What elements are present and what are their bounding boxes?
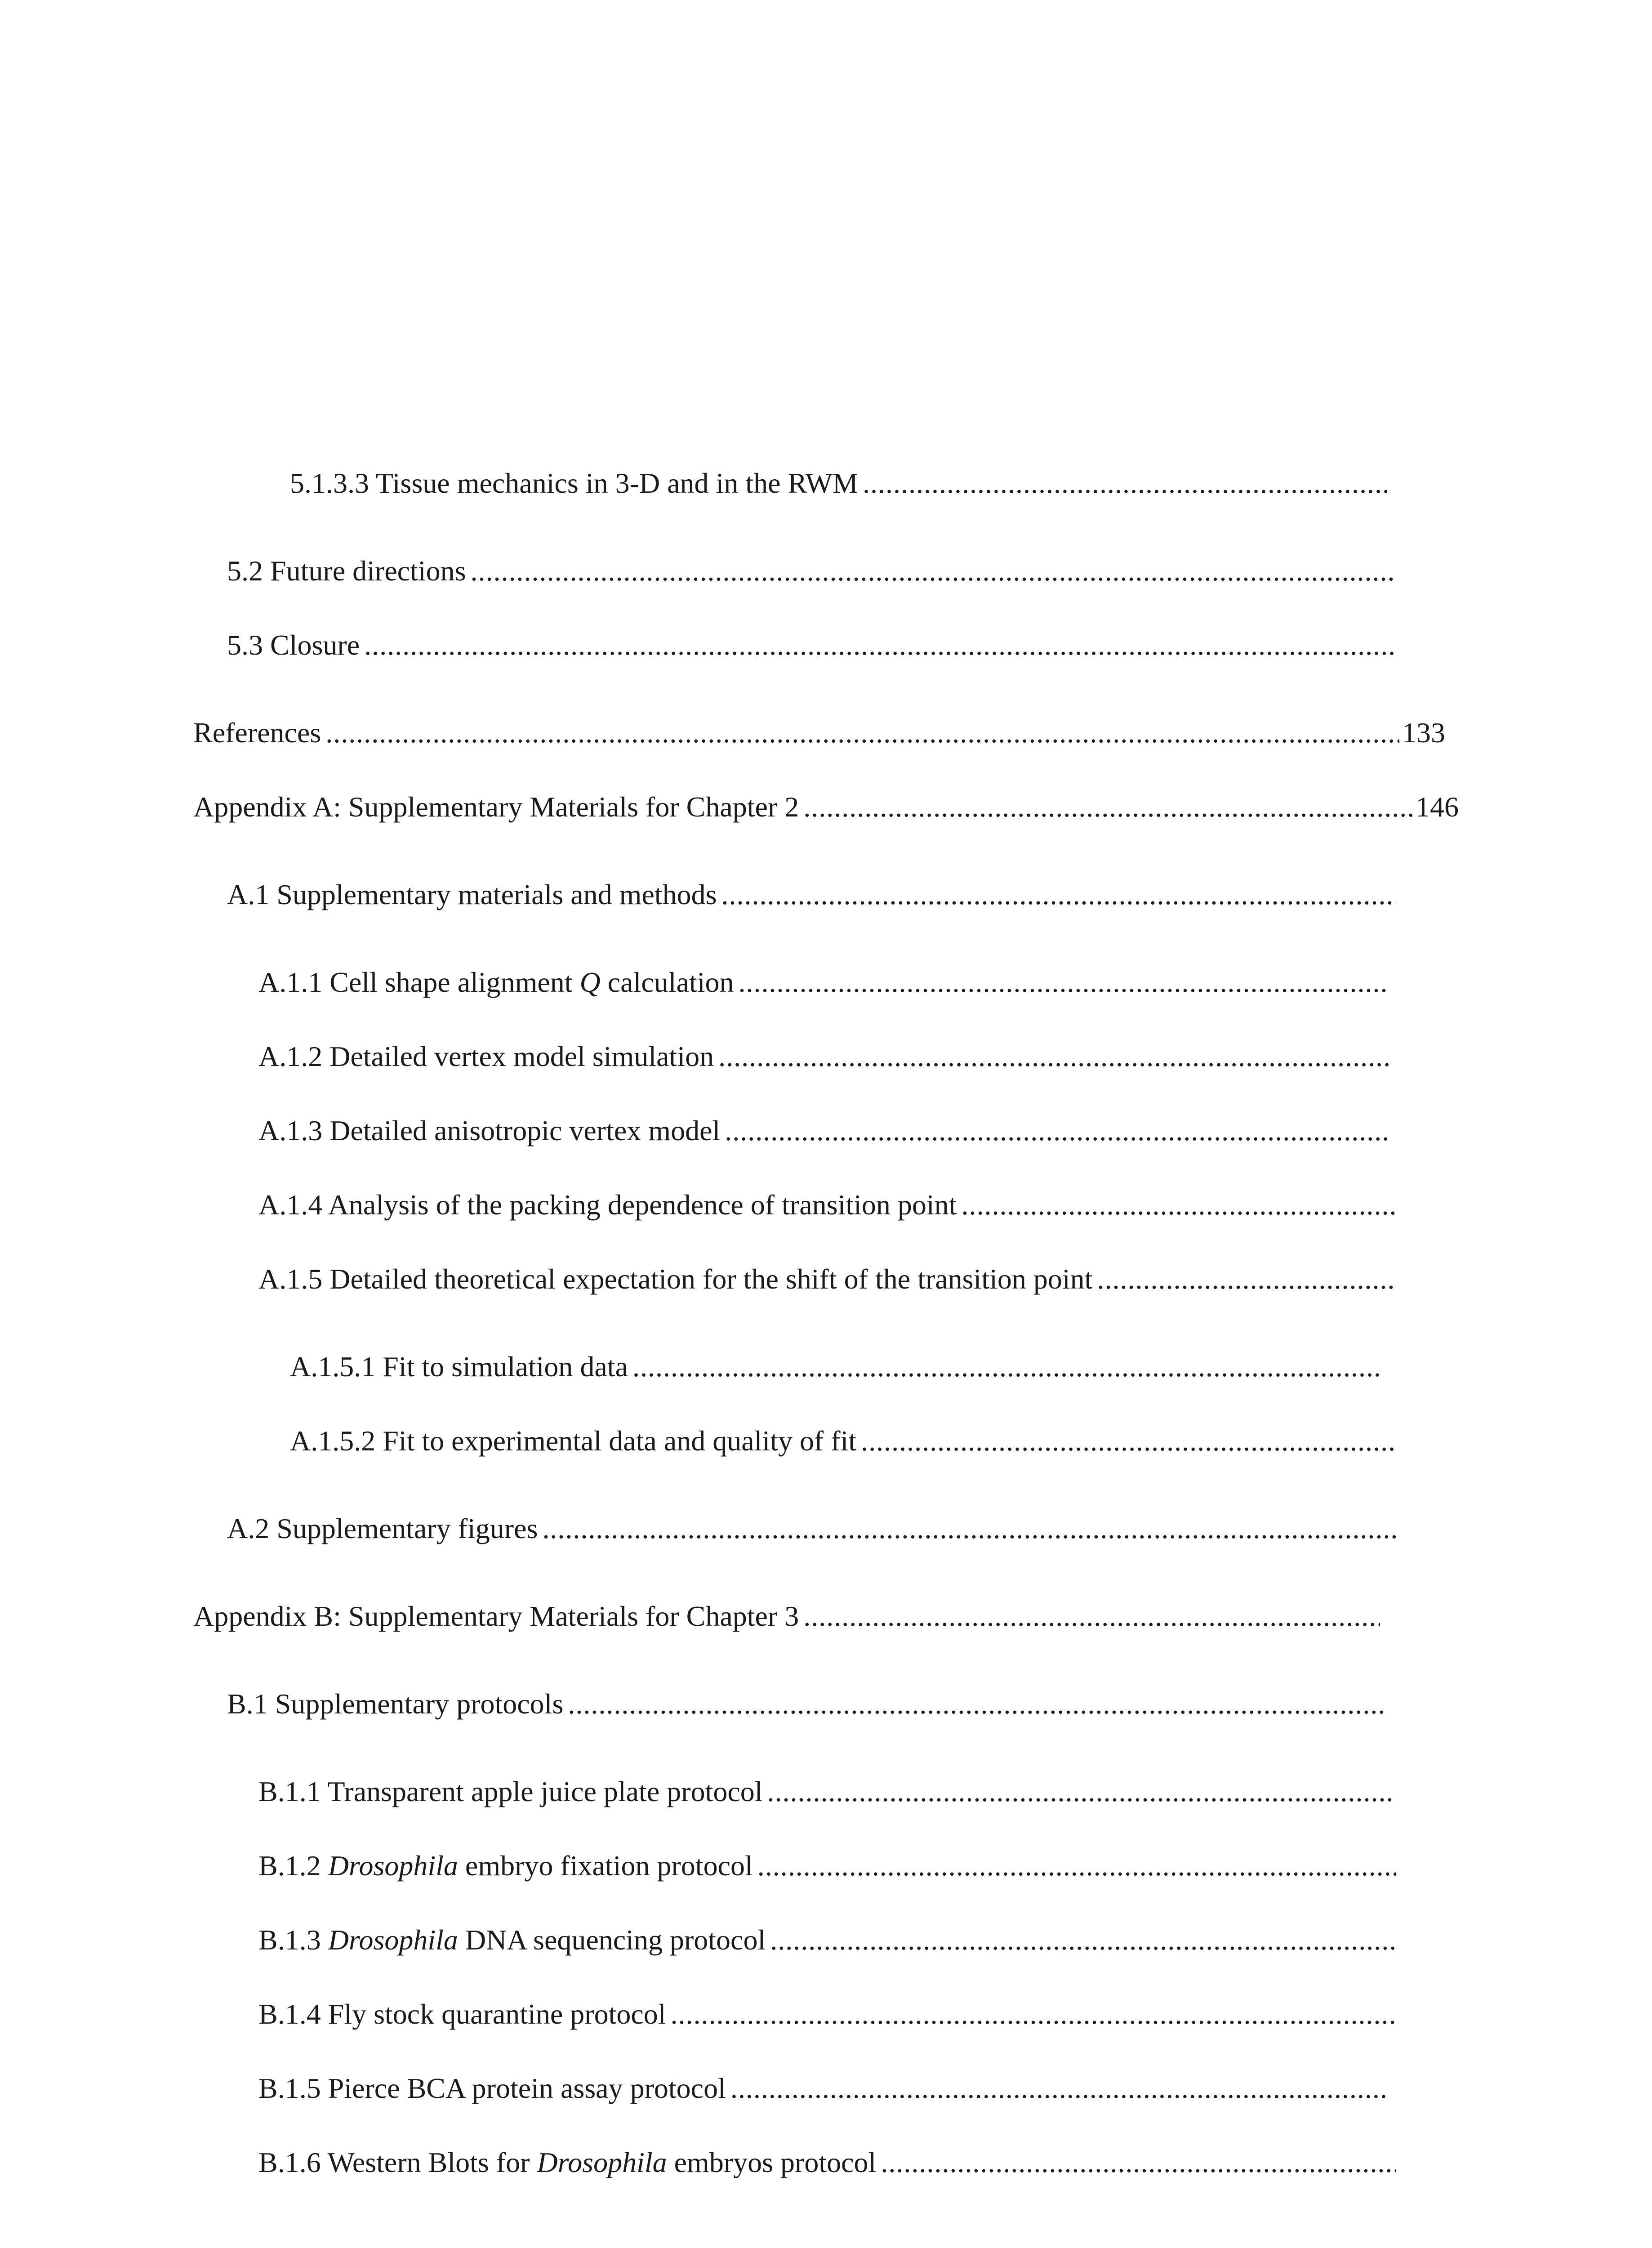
dot-leader bbox=[725, 1111, 1389, 1151]
toc-entry-title-text: A.1 Supplementary materials and methods bbox=[227, 879, 717, 910]
dot-leader bbox=[961, 1185, 1396, 1225]
dot-leader bbox=[632, 1347, 1380, 1387]
toc-entry-title bbox=[258, 1185, 957, 1225]
toc-entry-title-text: B.1.1 Transparent apple juice plate protocol bbox=[258, 1775, 763, 1807]
toc-entry-b-1-2[interactable] bbox=[258, 1846, 1396, 1886]
dot-leader bbox=[1097, 1259, 1396, 1299]
toc-entry-5-1-3-3[interactable] bbox=[290, 463, 1387, 504]
toc-entry-page: 146 bbox=[1416, 791, 1459, 823]
toc-entry-title-text: A.1.2 Detailed vertex model simulation bbox=[258, 1040, 714, 1072]
dot-leader bbox=[770, 1920, 1396, 1960]
toc-entry-title-text: A.1.5.2 Fit to experimental data and quality of fit bbox=[290, 1425, 857, 1457]
dot-leader bbox=[671, 1994, 1396, 2034]
dot-leader bbox=[325, 713, 1399, 753]
toc-entry-title-text: A.1.5.1 Fit to simulation data bbox=[290, 1351, 628, 1383]
toc-entry-title-text: DNA sequencing protocol bbox=[458, 1924, 766, 1956]
toc-entry-title-text: B.1.3 bbox=[258, 1924, 328, 1956]
toc-entry-title-text: B.1.6 Western Blots for bbox=[258, 2146, 537, 2178]
dot-leader bbox=[470, 551, 1396, 591]
toc-entry-5-2[interactable] bbox=[227, 551, 1396, 591]
dot-leader bbox=[861, 1421, 1396, 1461]
toc-entry-a-1-4[interactable] bbox=[258, 1185, 1396, 1225]
toc-entry-b-1-3[interactable] bbox=[258, 1920, 1396, 1960]
toc-entry-title-text: References bbox=[193, 717, 321, 749]
toc-entry-appendix-b[interactable] bbox=[193, 1596, 1380, 1637]
toc-entry-title-italic: Drosophila bbox=[328, 1850, 458, 1882]
toc-entry-title bbox=[258, 2142, 876, 2183]
dot-leader bbox=[757, 1846, 1396, 1886]
toc-entry-title bbox=[258, 1994, 666, 2034]
dot-leader bbox=[568, 1684, 1387, 1724]
dot-leader bbox=[863, 463, 1387, 504]
toc-entry-title bbox=[258, 1846, 753, 1886]
toc-entry-title-text: B.1.2 bbox=[258, 1850, 328, 1882]
dot-leader bbox=[730, 2068, 1389, 2109]
toc-entry-5-3[interactable] bbox=[227, 625, 1396, 665]
toc-entry-appendix-a[interactable] bbox=[193, 787, 1459, 827]
toc-entry-title bbox=[258, 1920, 766, 1960]
toc-entry-title-text: B.1.5 Pierce BCA protein assay protocol bbox=[258, 2072, 726, 2104]
toc-entry-title bbox=[227, 874, 717, 915]
toc-entry-a-1-1[interactable] bbox=[258, 962, 1389, 1003]
toc-entry-title bbox=[258, 1259, 1092, 1299]
dot-leader bbox=[881, 2142, 1396, 2183]
toc-entry-title bbox=[193, 1596, 799, 1637]
toc-entry-title bbox=[258, 1036, 714, 1077]
toc-entry-a-1-5-1[interactable] bbox=[290, 1347, 1380, 1387]
toc-entry-title-text: 5.1.3.3 Tissue mechanics in 3-D and in the RWM bbox=[290, 467, 858, 499]
toc-entry-title-text: 5.3 Closure bbox=[227, 629, 360, 661]
toc-entry-b-1[interactable] bbox=[227, 1684, 1387, 1724]
toc-entry-title bbox=[258, 2068, 726, 2109]
toc-entry-title bbox=[227, 1684, 563, 1724]
toc-entry-title-italic: Q bbox=[579, 966, 601, 998]
toc-entry-title-text: Appendix A: Supplementary Materials for Chapter 2 bbox=[193, 791, 799, 823]
toc-entry-title-text: 5.2 Future directions bbox=[227, 555, 466, 587]
toc-entry-title bbox=[227, 625, 360, 665]
toc-entry-b-1-4[interactable] bbox=[258, 1994, 1396, 2034]
toc-entry-title-italic: Drosophila bbox=[328, 1924, 458, 1956]
toc-entry-title-text: B.1.4 Fly stock quarantine protocol bbox=[258, 1998, 666, 2030]
toc-entry-title bbox=[227, 551, 466, 591]
toc-entry-a-1-3[interactable] bbox=[258, 1111, 1389, 1151]
toc-entry-b-1-6[interactable] bbox=[258, 2142, 1396, 2183]
toc-entry-title bbox=[258, 962, 734, 1003]
dot-leader bbox=[739, 962, 1389, 1003]
toc-entry-title-text: A.1.1 Cell shape alignment bbox=[258, 966, 580, 998]
toc-entry-title-text: embryos protocol bbox=[667, 2146, 877, 2178]
dot-leader bbox=[542, 1508, 1396, 1549]
toc-entry-a-1-5-2[interactable] bbox=[290, 1421, 1396, 1461]
toc-entry-title bbox=[290, 1421, 856, 1461]
toc-entry-title-text: Appendix B: Supplementary Materials for Chapter 3 bbox=[193, 1600, 799, 1632]
dot-leader bbox=[718, 1036, 1389, 1077]
toc-entry-title bbox=[258, 1111, 720, 1151]
toc-entry-title-text: A.2 Supplementary figures bbox=[227, 1512, 538, 1544]
toc-entry-title-text: B.1 Supplementary protocols bbox=[227, 1688, 564, 1720]
dot-leader bbox=[364, 625, 1396, 665]
toc-entry-title bbox=[258, 1771, 763, 1812]
toc-entry-title-text: A.1.5 Detailed theoretical expectation for the shift of the transition point bbox=[258, 1263, 1093, 1295]
dot-leader bbox=[803, 1596, 1380, 1637]
toc-entry-a-1-5[interactable] bbox=[258, 1259, 1396, 1299]
dot-leader bbox=[803, 787, 1413, 827]
toc-entry-title-text: embryo fixation protocol bbox=[458, 1850, 753, 1882]
toc-entry-title-text: calculation bbox=[600, 966, 734, 998]
dot-leader bbox=[721, 874, 1396, 915]
toc-entry-title-text: A.1.4 Analysis of the packing dependence of transition point bbox=[258, 1189, 957, 1221]
toc-entry-title bbox=[193, 713, 321, 753]
toc-entry-title-italic: Drosophila bbox=[537, 2146, 667, 2178]
toc-entry-title bbox=[290, 1347, 628, 1387]
toc-entry-title bbox=[290, 463, 858, 504]
toc-entry-page: 133 bbox=[1402, 717, 1445, 749]
toc-entry-a-1-2[interactable] bbox=[258, 1036, 1389, 1077]
toc-entry-title bbox=[227, 1508, 538, 1549]
toc-entry-references[interactable] bbox=[193, 713, 1445, 753]
toc-entry-a-2[interactable] bbox=[227, 1508, 1396, 1549]
toc-entry-b-1-1[interactable] bbox=[258, 1771, 1396, 1812]
toc-entry-title bbox=[193, 787, 799, 827]
toc-entry-b-1-5[interactable] bbox=[258, 2068, 1389, 2109]
toc-entry-a-1[interactable] bbox=[227, 874, 1396, 915]
dot-leader bbox=[767, 1771, 1396, 1812]
toc-entry-title-text: A.1.3 Detailed anisotropic vertex model bbox=[258, 1115, 721, 1146]
